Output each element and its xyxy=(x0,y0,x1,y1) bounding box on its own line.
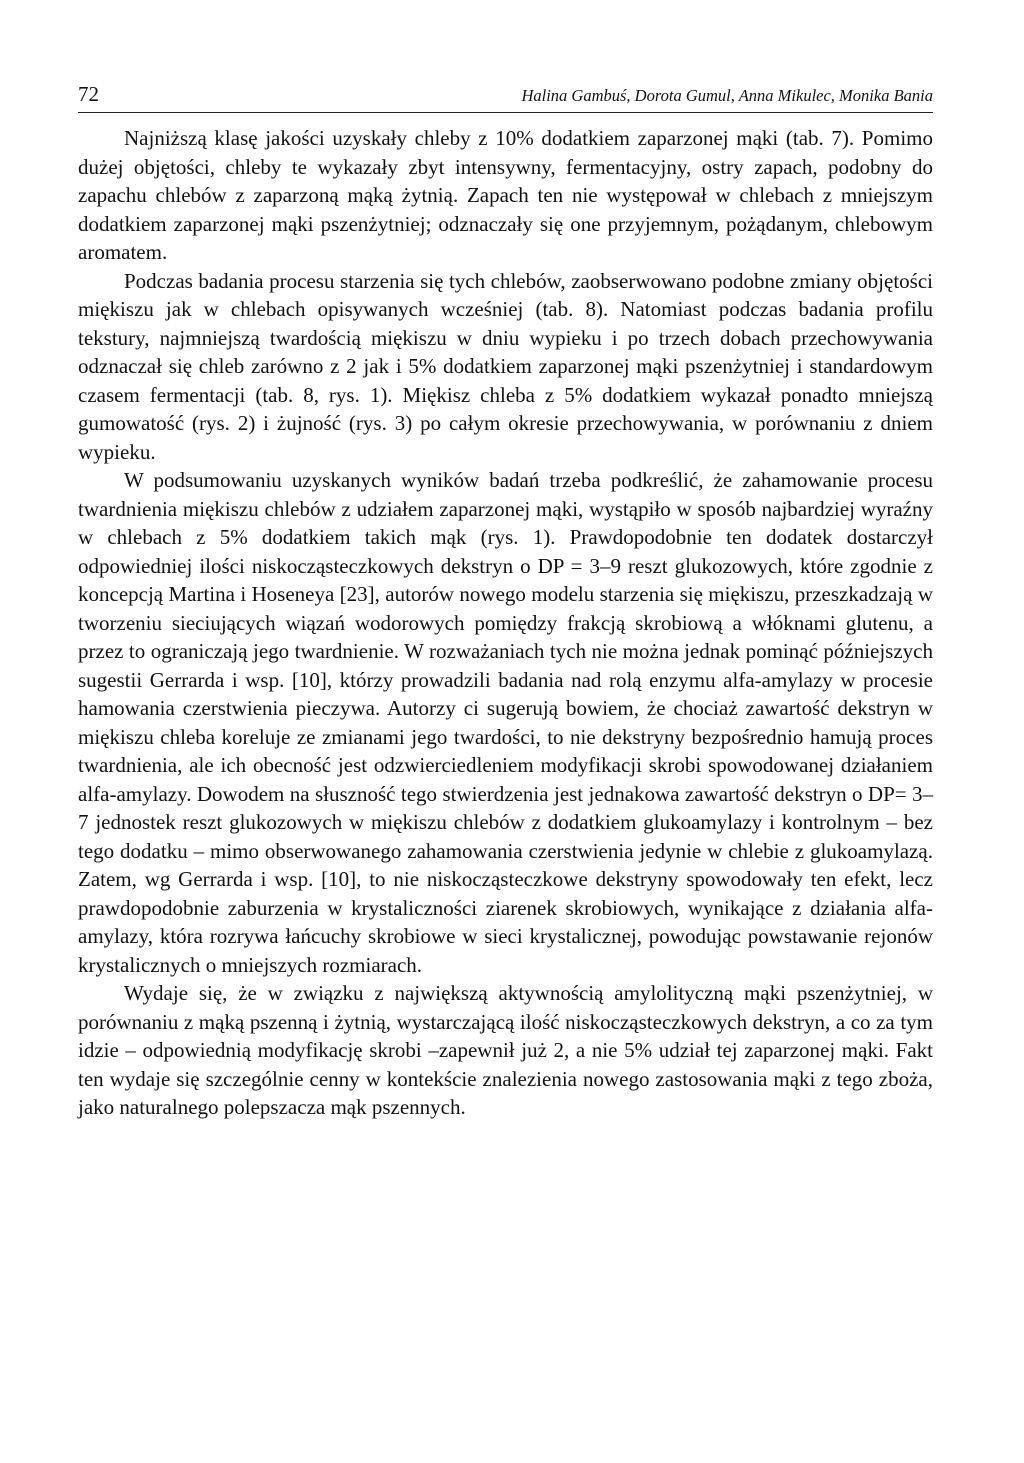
page-number: 72 xyxy=(78,82,99,106)
body-text xyxy=(78,124,933,1122)
paragraph: W podsumowaniu uzyskanych wyników badań trzeba podkreślić, że zahamowanie procesu twardnienia miękiszu chlebów z udziałem zaparzonej mąki, wystąpiło w sposób najbardziej wyraźny w chlebach z 5% dodatkiem takich mąk (rys. 1). Prawdopodobnie ten dodatek dostarczył odpowiedniej ilości niskocząsteczkowych dekstryn o DP = 3–9 reszt glukozowych, które zgodnie z koncepcją Martina i Hoseneya [23], autorów nowego modelu starzenia się miękiszu, przeszkadzają w tworzeniu sieciujących wiązań wodorowych pomiędzy frakcją skrobiową a włóknami glutenu, a przez to ograniczają jego twardnienie. W rozważaniach tych nie można jednak pominąć późniejszych sugestii Gerrarda i wsp. [10], którzy prowadzili badania nad rolą enzymu alfa-amylazy w procesie hamowania czerstwienia pieczywa. Autorzy ci sugerują bowiem, że chociaż zawartość dekstryn w miękiszu chleba koreluje ze zmianami jego twardości, to nie dekstryny bezpośrednio hamują proces twardnienia, ale ich obecność jest odzwierciedleniem modyfikacji skrobi spowodowanej działaniem alfa-amylazy. Dowodem na słuszność tego stwierdzenia jest jednakowa zawartość dekstryn o DP= 3–7 jednostek reszt glukozowych w miękiszu chlebów z dodatkiem glukoamylazy i kontrolnym – bez tego dodatku – mimo obserwowanego zahamowania czerstwienia jedynie w chlebie z glukoamylazą. Zatem, wg Gerrarda i wsp. [10], to nie niskocząsteczkowe dekstryny spowodowały ten efekt, lecz prawdopodobnie zaburzenia w krystaliczności ziarenek skrobiowych, wynikające z działania alfa-amylazy, która rozrywa łańcuchy skrobiowe w sieci krystalicznej, powodując powstawanie rejonów krystalicznych o mniejszych rozmiarach. xyxy=(78,468,933,977)
header-authors: Halina Gambuś, Dorota Gumul, Anna Mikulec, Monika Bania xyxy=(521,86,933,105)
paragraph: Najniższą klasę jakości uzyskały chleby z 10% dodatkiem zaparzonej mąki (tab. 7). Pomimo dużej objętości, chleby te wykazały zbyt intensywny, fermentacyjny, ostry zapach, podobny do zapachu chlebów z zaparzoną mąką żytnią. Zapach ten nie występował w chlebach z mniejszym dodatkiem zaparzonej mąki pszenżytniej; odznaczały się one przyjemnym, pożądanym, chlebowym aromatem. xyxy=(78,126,933,264)
paragraph: Wydaje się, że w związku z największą aktywnością amylolityczną mąki pszenżytniej, w porównaniu z mąką pszenną i żytnią, wystarczającą ilość niskocząsteczkowych dekstryn, a co za tym idzie – odpowiednią modyfikację skrobi –zapewnił już 2, a nie 5% udział tej zaparzonej mąki. Fakt ten wydaje się szczególnie cenny w kontekście znalezienia nowego zastosowania mąki z tego zboża, jako naturalnego polepszacza mąk pszennych. xyxy=(78,981,933,1119)
running-header xyxy=(78,78,933,113)
document-page xyxy=(78,78,933,1122)
paragraph: Podczas badania procesu starzenia się tych chlebów, zaobserwowano podobne zmiany objętości miękiszu jak w chlebach opisywanych wcześniej (tab. 8). Natomiast podczas badania profilu tekstury, najmniejszą twardością miękiszu w dniu wypieku i po trzech dobach przechowywania odznaczał się chleb zarówno z 2 jak i 5% dodatkiem zaparzonej mąki pszenżytniej i standardowym czasem fermentacji (tab. 8, rys. 1). Miękisz chleba z 5% dodatkiem wykazał ponadto mniejszą gumowatość (rys. 2) i żujność (rys. 3) po całym okresie przechowywania, w porównaniu z dniem wypieku. xyxy=(78,268,933,464)
